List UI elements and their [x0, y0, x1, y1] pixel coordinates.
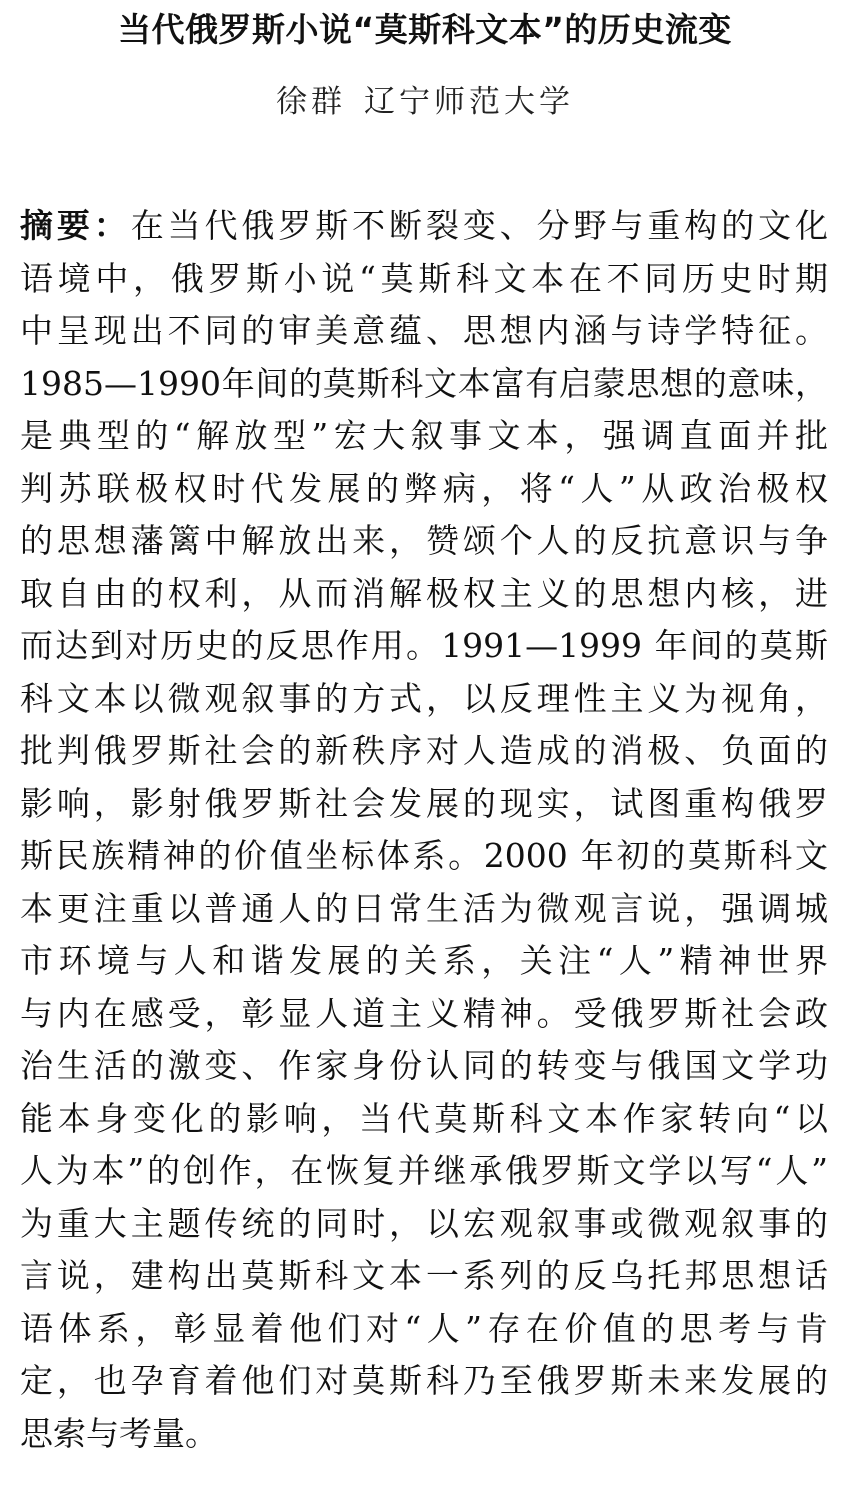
paper-title: 当代俄罗斯小说“莫斯科文本”的历史流变 [118, 10, 732, 49]
abstract-line-text: 定，也孕育着他们对莫斯科乃至俄罗斯未来发展的 [20, 1361, 828, 1400]
abstract-line-text: 而达到对历史的反思作用。1991—1999 年间的莫斯 [20, 626, 828, 665]
abstract-line-text: 治生活的激变、作家身份认同的转变与俄国文学功 [20, 1046, 828, 1085]
abstract-line-text: 在当代俄罗斯不断裂变、分野与重构的文化 [130, 206, 829, 245]
abstract-line-text: 1985—1990年间的莫斯科文本富有启蒙思想的意味， [20, 363, 828, 403]
abstract-line [20, 1040, 828, 1093]
abstract-line [20, 883, 828, 936]
abstract-line [20, 1250, 828, 1303]
abstract-line [20, 830, 828, 883]
abstract-block [20, 200, 828, 1460]
abstract-line-text: 取自由的权利，从而消解极权主义的思想内核，进 [20, 573, 828, 613]
abstract-line-text: 语体系，彰显着他们对“人”存在价值的思考与肯 [20, 1308, 828, 1348]
abstract-line [20, 305, 828, 358]
abstract-line-text: 能本身变化的影响，当代莫斯科文本作家转向“以 [20, 1098, 828, 1138]
abstract-line-text: 与内在感受，彰显人道主义精神。受俄罗斯社会政 [20, 993, 828, 1033]
author-name: 徐群 [276, 84, 346, 120]
abstract-line [20, 200, 828, 253]
abstract-line-text: 市环境与人和谐发展的关系，关注“人”精神世界 [20, 941, 828, 980]
abstract-line-text: 语境中，俄罗斯小说“莫斯科文本在不同历史时期 [20, 258, 828, 298]
abstract-line [20, 1408, 828, 1461]
abstract-line-text: 批判俄罗斯社会的新秩序对人造成的消极、负面的 [20, 731, 828, 770]
abstract-line-text: 言说，建构出莫斯科文本一系列的反乌托邦思想话 [20, 1256, 828, 1295]
abstract-line-text: 中呈现出不同的审美意蕴、思想内涵与诗学特征。 [20, 311, 828, 350]
abstract-line [20, 568, 828, 621]
abstract-line-text: 科文本以微观叙事的方式，以反理性主义为视角， [20, 678, 828, 718]
abstract-line-text: 人为本”的创作，在恢复并继承俄罗斯文学以写“人” [20, 1151, 828, 1190]
abstract-line-text: 的思想藩篱中解放出来，赞颂个人的反抗意识与争 [20, 521, 828, 560]
abstract-line [20, 410, 828, 463]
author-line [0, 82, 850, 122]
abstract-line [20, 673, 828, 726]
abstract-line [20, 1355, 828, 1408]
abstract-line [20, 725, 828, 778]
abstract-line [20, 935, 828, 988]
abstract-line [20, 1093, 828, 1146]
abstract-line [20, 620, 828, 673]
author-affiliation: 辽宁师范大学 [364, 84, 574, 120]
abstract-line [20, 778, 828, 831]
abstract-line [20, 1303, 828, 1356]
abstract-line [20, 1198, 828, 1251]
abstract-line-text: 斯民族精神的价值坐标体系。2000 年初的莫斯科文 [20, 836, 828, 875]
abstract-line-text: 是典型的“解放型”宏大叙事文本，强调直面并批 [20, 416, 828, 455]
abstract-line [20, 253, 828, 306]
abstract-line-text: 判苏联极权时代发展的弊病，将“人”从政治极权 [20, 468, 828, 508]
abstract-label: 摘要： [20, 206, 131, 245]
abstract-line [20, 463, 828, 516]
abstract-line [20, 988, 828, 1041]
abstract-line-text: 思索与考量。 [20, 1413, 218, 1453]
abstract-line [20, 1145, 828, 1198]
abstract-line-text: 本更注重以普通人的日常生活为微观言说，强调城 [20, 888, 828, 928]
abstract-line [20, 515, 828, 568]
abstract-line-text: 为重大主题传统的同时，以宏观叙事或微观叙事的 [20, 1203, 828, 1243]
abstract-line-text: 影响，影射俄罗斯社会发展的现实，试图重构俄罗 [20, 783, 828, 823]
abstract-line [20, 358, 828, 411]
